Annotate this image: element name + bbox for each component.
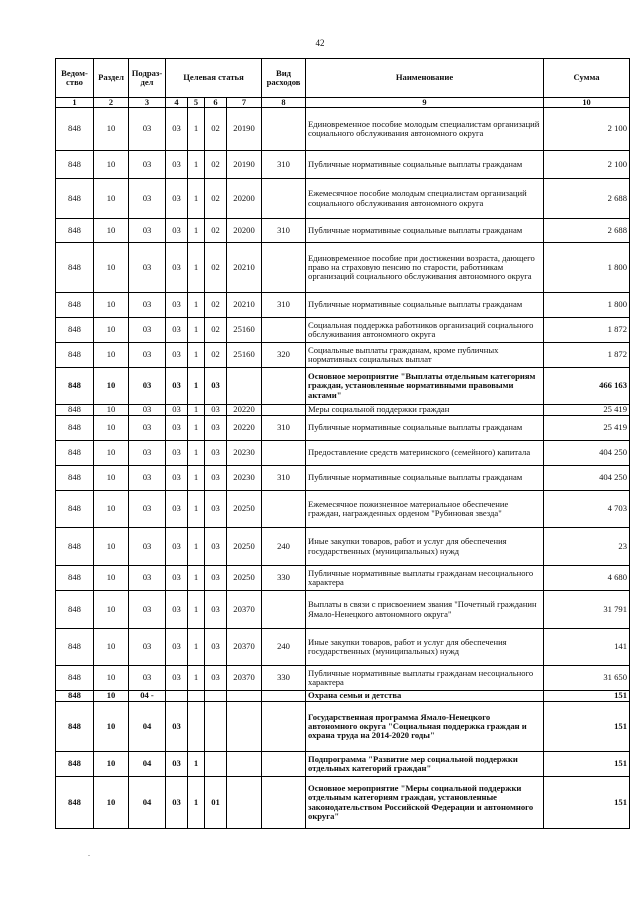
target-activity-cell: 02 — [205, 151, 227, 179]
table-row — [56, 466, 630, 491]
amount-cell: 2 688 — [544, 179, 630, 219]
expense-type-cell — [262, 752, 306, 777]
amount-cell: 4 703 — [544, 491, 630, 528]
expense-type-cell: 330 — [262, 666, 306, 691]
description-cell: Иные закупки товаров, работ и услуг для обеспечения государственных (муниципальных) нужд — [306, 528, 544, 566]
table-row — [56, 243, 630, 293]
target-activity-cell: 02 — [205, 293, 227, 318]
amount-cell: 25 419 — [544, 416, 630, 441]
vedomstvo-cell: 848 — [56, 629, 94, 666]
description-cell: Иные закупки товаров, работ и услуг для обеспечения государственных (муниципальных) нужд — [306, 629, 544, 666]
col-number: 7 — [227, 98, 262, 108]
table-row — [56, 151, 630, 179]
description-cell: Ежемесячное пособие молодым специалистам организаций социального обслуживания автономного округа — [306, 179, 544, 219]
target-direction-cell: 20370 — [227, 666, 262, 691]
razdel-cell: 10 — [94, 752, 129, 777]
expense-type-cell — [262, 405, 306, 416]
target-subprogram-cell: 1 — [188, 108, 205, 151]
vedomstvo-cell: 848 — [56, 528, 94, 566]
podrazdel-cell: 03 — [129, 591, 166, 629]
razdel-cell: 10 — [94, 293, 129, 318]
table-row — [56, 343, 630, 368]
expense-type-cell — [262, 318, 306, 343]
target-activity-cell: 03 — [205, 405, 227, 416]
razdel-cell: 10 — [94, 441, 129, 466]
description-cell: Публичные нормативные выплаты гражданам несоциального характера — [306, 566, 544, 591]
header-summa: Сумма — [544, 59, 630, 98]
target-direction-cell — [227, 368, 262, 405]
table-row — [56, 318, 630, 343]
razdel-cell: 10 — [94, 528, 129, 566]
target-program-cell: 03 — [166, 108, 188, 151]
expense-type-cell: 330 — [262, 566, 306, 591]
podrazdel-cell: 03 — [129, 179, 166, 219]
target-program-cell: 03 — [166, 777, 188, 829]
target-program-cell: 03 — [166, 219, 188, 243]
description-cell: Выплаты в связи с присвоением звания "Почетный гражданин Ямало-Ненецкого автономного округа" — [306, 591, 544, 629]
target-direction-cell: 20370 — [227, 629, 262, 666]
target-program-cell: 03 — [166, 151, 188, 179]
vedomstvo-cell: 848 — [56, 343, 94, 368]
razdel-cell: 10 — [94, 243, 129, 293]
column-number-row — [56, 98, 630, 108]
header-podrazdel: Подраз-дел — [129, 59, 166, 98]
target-direction-cell: 20210 — [227, 293, 262, 318]
description-cell: Социальная поддержка работников организаций социального обслуживания автономного округа — [306, 318, 544, 343]
vedomstvo-cell: 848 — [56, 691, 94, 702]
table-row — [56, 702, 630, 752]
target-activity-cell: 03 — [205, 491, 227, 528]
target-direction-cell — [227, 752, 262, 777]
vedomstvo-cell: 848 — [56, 702, 94, 752]
target-program-cell: 03 — [166, 405, 188, 416]
target-program-cell: 03 — [166, 702, 188, 752]
target-direction-cell — [227, 702, 262, 752]
target-program-cell: 03 — [166, 179, 188, 219]
target-direction-cell: 20190 — [227, 151, 262, 179]
target-subprogram-cell: 1 — [188, 591, 205, 629]
expense-type-cell — [262, 441, 306, 466]
header-razdel: Раздел — [94, 59, 129, 98]
table-row — [56, 219, 630, 243]
expense-type-cell: 240 — [262, 528, 306, 566]
expense-type-cell: 320 — [262, 343, 306, 368]
razdel-cell: 10 — [94, 108, 129, 151]
razdel-cell: 10 — [94, 777, 129, 829]
podrazdel-cell: 04 — [129, 702, 166, 752]
target-activity-cell — [205, 702, 227, 752]
podrazdel-cell: 03 — [129, 151, 166, 179]
table-row — [56, 441, 630, 466]
target-subprogram-cell: 1 — [188, 179, 205, 219]
amount-cell: 23 — [544, 528, 630, 566]
target-program-cell: 03 — [166, 416, 188, 441]
target-direction-cell: 20220 — [227, 405, 262, 416]
description-cell: Ежемесячное пожизненное материальное обеспечение граждан, награжденных орденом "Рубиновая звезда" — [306, 491, 544, 528]
podrazdel-cell: 03 — [129, 528, 166, 566]
target-activity-cell: 03 — [205, 629, 227, 666]
razdel-cell: 10 — [94, 343, 129, 368]
podrazdel-cell: 03 — [129, 629, 166, 666]
target-direction-cell: 20220 — [227, 416, 262, 441]
target-activity-cell: 03 — [205, 466, 227, 491]
table-row — [56, 691, 630, 702]
expense-type-cell — [262, 179, 306, 219]
target-program-cell: 03 — [166, 491, 188, 528]
table-row — [56, 108, 630, 151]
vedomstvo-cell: 848 — [56, 243, 94, 293]
podrazdel-cell: 04 — [129, 777, 166, 829]
col-number: 8 — [262, 98, 306, 108]
col-number: 3 — [129, 98, 166, 108]
vedomstvo-cell: 848 — [56, 491, 94, 528]
table-row — [56, 752, 630, 777]
expense-type-cell: 310 — [262, 466, 306, 491]
vedomstvo-cell: 848 — [56, 405, 94, 416]
table-row — [56, 528, 630, 566]
target-program-cell: 03 — [166, 293, 188, 318]
podrazdel-cell: 03 — [129, 368, 166, 405]
description-cell: Государственная программа Ямало-Ненецкого автономного округа "Социальная поддержка граждан и охрана труда на 2014-2020 годы" — [306, 702, 544, 752]
description-cell: Основное мероприятие "Меры социальной поддержки отдельным категориям граждан, установленные законодательством Российской Федерации и автономного округа" — [306, 777, 544, 829]
target-subprogram-cell: 1 — [188, 368, 205, 405]
target-direction-cell: 20200 — [227, 179, 262, 219]
target-subprogram-cell: 1 — [188, 466, 205, 491]
col-number: 10 — [544, 98, 630, 108]
description-cell: Публичные нормативные выплаты гражданам несоциального характера — [306, 666, 544, 691]
table-row — [56, 591, 630, 629]
expense-type-cell — [262, 691, 306, 702]
description-cell: Публичные нормативные социальные выплаты гражданам — [306, 151, 544, 179]
vedomstvo-cell: 848 — [56, 666, 94, 691]
description-cell: Публичные нормативные социальные выплаты гражданам — [306, 466, 544, 491]
col-number: 6 — [205, 98, 227, 108]
amount-cell: 31 650 — [544, 666, 630, 691]
table-row — [56, 666, 630, 691]
target-subprogram-cell: 1 — [188, 243, 205, 293]
podrazdel-cell: 03 — [129, 108, 166, 151]
amount-cell: 2 100 — [544, 151, 630, 179]
razdel-cell: 10 — [94, 702, 129, 752]
podrazdel-cell: 03 — [129, 343, 166, 368]
amount-cell: 1 800 — [544, 293, 630, 318]
target-direction-cell: 25160 — [227, 343, 262, 368]
col-number: 5 — [188, 98, 205, 108]
vedomstvo-cell: 848 — [56, 219, 94, 243]
razdel-cell: 10 — [94, 466, 129, 491]
target-subprogram-cell: 1 — [188, 405, 205, 416]
target-activity-cell: 03 — [205, 441, 227, 466]
target-subprogram-cell: 1 — [188, 293, 205, 318]
expense-type-cell — [262, 491, 306, 528]
podrazdel-cell: 03 — [129, 243, 166, 293]
target-subprogram-cell: 1 — [188, 777, 205, 829]
amount-cell: 2 688 — [544, 219, 630, 243]
target-program-cell: 03 — [166, 752, 188, 777]
target-direction-cell: 20230 — [227, 441, 262, 466]
target-activity-cell: 02 — [205, 179, 227, 219]
amount-cell: 151 — [544, 702, 630, 752]
table-row — [56, 416, 630, 441]
table-header — [56, 59, 630, 98]
budget-table — [55, 58, 630, 829]
razdel-cell: 10 — [94, 566, 129, 591]
target-program-cell: 03 — [166, 243, 188, 293]
target-program-cell: 03 — [166, 629, 188, 666]
target-subprogram-cell: 1 — [188, 219, 205, 243]
amount-cell: 4 680 — [544, 566, 630, 591]
expense-type-cell — [262, 702, 306, 752]
expense-type-cell: 310 — [262, 219, 306, 243]
podrazdel-cell: 03 — [129, 416, 166, 441]
table-row — [56, 777, 630, 829]
description-cell: Охрана семьи и детства — [306, 691, 544, 702]
vedomstvo-cell: 848 — [56, 318, 94, 343]
target-direction-cell — [227, 691, 262, 702]
table-row — [56, 368, 630, 405]
vedomstvo-cell: 848 — [56, 566, 94, 591]
target-activity-cell: 03 — [205, 666, 227, 691]
description-cell: Основное мероприятие "Выплаты отдельным категориям граждан, установленные нормативными правовыми актами" — [306, 368, 544, 405]
header-vid-rashodov: Вид расходов — [262, 59, 306, 98]
expense-type-cell — [262, 368, 306, 405]
amount-cell: 141 — [544, 629, 630, 666]
description-cell: Публичные нормативные социальные выплаты гражданам — [306, 293, 544, 318]
expense-type-cell: 310 — [262, 151, 306, 179]
razdel-cell: 10 — [94, 179, 129, 219]
page-number: 42 — [315, 38, 325, 48]
amount-cell: 151 — [544, 691, 630, 702]
vedomstvo-cell: 848 — [56, 591, 94, 629]
target-subprogram-cell: 1 — [188, 752, 205, 777]
vedomstvo-cell: 848 — [56, 179, 94, 219]
table-row — [56, 491, 630, 528]
target-subprogram-cell: 1 — [188, 416, 205, 441]
vedomstvo-cell: 848 — [56, 752, 94, 777]
amount-cell: 151 — [544, 752, 630, 777]
amount-cell: 1 872 — [544, 343, 630, 368]
amount-cell: 2 100 — [544, 108, 630, 151]
amount-cell: 1 800 — [544, 243, 630, 293]
header-vedomstvo: Ведом-ство — [56, 59, 94, 98]
footer-mark: . — [88, 849, 90, 858]
target-program-cell: 03 — [166, 318, 188, 343]
amount-cell: 25 419 — [544, 405, 630, 416]
header-naimenovanie: Наименование — [306, 59, 544, 98]
target-direction-cell: 20200 — [227, 219, 262, 243]
expense-type-cell — [262, 777, 306, 829]
target-program-cell: 03 — [166, 343, 188, 368]
vedomstvo-cell: 848 — [56, 416, 94, 441]
vedomstvo-cell: 848 — [56, 466, 94, 491]
target-subprogram-cell: 1 — [188, 441, 205, 466]
target-activity-cell: 01 — [205, 777, 227, 829]
target-program-cell: 03 — [166, 566, 188, 591]
target-subprogram-cell: 1 — [188, 491, 205, 528]
target-direction-cell — [227, 777, 262, 829]
target-subprogram-cell: 1 — [188, 666, 205, 691]
description-cell: Подпрограмма "Развитие мер социальной поддержки отдельных категорий граждан" — [306, 752, 544, 777]
target-activity-cell: 02 — [205, 343, 227, 368]
amount-cell: 404 250 — [544, 441, 630, 466]
podrazdel-cell: 03 — [129, 219, 166, 243]
razdel-cell: 10 — [94, 416, 129, 441]
podrazdel-cell: 03 — [129, 318, 166, 343]
target-program-cell — [166, 691, 188, 702]
razdel-cell: 10 — [94, 691, 129, 702]
target-direction-cell: 20230 — [227, 466, 262, 491]
podrazdel-cell: 03 — [129, 666, 166, 691]
target-program-cell: 03 — [166, 466, 188, 491]
target-activity-cell: 02 — [205, 219, 227, 243]
expense-type-cell — [262, 108, 306, 151]
razdel-cell: 10 — [94, 405, 129, 416]
table-row — [56, 566, 630, 591]
amount-cell: 466 163 — [544, 368, 630, 405]
razdel-cell: 10 — [94, 629, 129, 666]
target-subprogram-cell: 1 — [188, 151, 205, 179]
target-subprogram-cell: 1 — [188, 528, 205, 566]
table-row — [56, 179, 630, 219]
target-subprogram-cell: 1 — [188, 566, 205, 591]
target-activity-cell: 03 — [205, 591, 227, 629]
col-number: 4 — [166, 98, 188, 108]
target-activity-cell: 02 — [205, 108, 227, 151]
expense-type-cell — [262, 243, 306, 293]
vedomstvo-cell: 848 — [56, 108, 94, 151]
target-direction-cell: 20190 — [227, 108, 262, 151]
podrazdel-cell: 03 — [129, 293, 166, 318]
target-activity-cell: 03 — [205, 416, 227, 441]
podrazdel-cell: 03 — [129, 491, 166, 528]
col-number: 2 — [94, 98, 129, 108]
target-direction-cell: 20250 — [227, 491, 262, 528]
razdel-cell: 10 — [94, 318, 129, 343]
razdel-cell: 10 — [94, 368, 129, 405]
podrazdel-cell: 03 — [129, 441, 166, 466]
target-program-cell: 03 — [166, 591, 188, 629]
description-cell: Единовременное пособие при достижении возраста, дающего право на страховую пенсию по старости, работникам организаций социального обслуживания автономного округа — [306, 243, 544, 293]
expense-type-cell — [262, 591, 306, 629]
target-program-cell: 03 — [166, 666, 188, 691]
description-cell: Единовременное пособие молодым специалистам организаций социального обслуживания автономного округа — [306, 108, 544, 151]
podrazdel-cell: 03 — [129, 566, 166, 591]
podrazdel-cell: 04 — [129, 752, 166, 777]
col-number: 1 — [56, 98, 94, 108]
target-subprogram-cell: 1 — [188, 629, 205, 666]
col-number: 9 — [306, 98, 544, 108]
target-activity-cell: 03 — [205, 566, 227, 591]
target-activity-cell: 02 — [205, 243, 227, 293]
amount-cell: 31 791 — [544, 591, 630, 629]
razdel-cell: 10 — [94, 219, 129, 243]
razdel-cell: 10 — [94, 591, 129, 629]
razdel-cell: 10 — [94, 151, 129, 179]
podrazdel-cell: 03 — [129, 405, 166, 416]
table-row — [56, 629, 630, 666]
expense-type-cell: 310 — [262, 293, 306, 318]
vedomstvo-cell: 848 — [56, 777, 94, 829]
description-cell: Меры социальной поддержки граждан — [306, 405, 544, 416]
target-subprogram-cell: 1 — [188, 343, 205, 368]
vedomstvo-cell: 848 — [56, 441, 94, 466]
razdel-cell: 10 — [94, 666, 129, 691]
target-subprogram-cell: 1 — [188, 318, 205, 343]
description-cell: Публичные нормативные социальные выплаты гражданам — [306, 416, 544, 441]
target-activity-cell: 03 — [205, 368, 227, 405]
target-subprogram-cell — [188, 691, 205, 702]
table-row — [56, 293, 630, 318]
target-program-cell: 03 — [166, 441, 188, 466]
amount-cell: 151 — [544, 777, 630, 829]
description-cell: Публичные нормативные социальные выплаты гражданам — [306, 219, 544, 243]
vedomstvo-cell: 848 — [56, 368, 94, 405]
vedomstvo-cell: 848 — [56, 151, 94, 179]
target-activity-cell — [205, 691, 227, 702]
description-cell: Предоставление средств материнского (семейного) капитала — [306, 441, 544, 466]
target-subprogram-cell — [188, 702, 205, 752]
podrazdel-cell: 04 - — [129, 691, 166, 702]
table-row — [56, 405, 630, 416]
table-body — [56, 108, 630, 829]
target-program-cell: 03 — [166, 528, 188, 566]
target-direction-cell: 25160 — [227, 318, 262, 343]
target-direction-cell: 20370 — [227, 591, 262, 629]
amount-cell: 404 250 — [544, 466, 630, 491]
target-direction-cell: 20210 — [227, 243, 262, 293]
target-activity-cell: 03 — [205, 528, 227, 566]
target-activity-cell: 02 — [205, 318, 227, 343]
target-program-cell: 03 — [166, 368, 188, 405]
description-cell: Социальные выплаты гражданам, кроме публичных нормативных социальных выплат — [306, 343, 544, 368]
expense-type-cell: 310 — [262, 416, 306, 441]
target-activity-cell — [205, 752, 227, 777]
podrazdel-cell: 03 — [129, 466, 166, 491]
target-direction-cell: 20250 — [227, 566, 262, 591]
header-celevaya-statya: Целевая статья — [166, 59, 262, 98]
vedomstvo-cell: 848 — [56, 293, 94, 318]
target-direction-cell: 20250 — [227, 528, 262, 566]
razdel-cell: 10 — [94, 491, 129, 528]
expense-type-cell: 240 — [262, 629, 306, 666]
amount-cell: 1 872 — [544, 318, 630, 343]
